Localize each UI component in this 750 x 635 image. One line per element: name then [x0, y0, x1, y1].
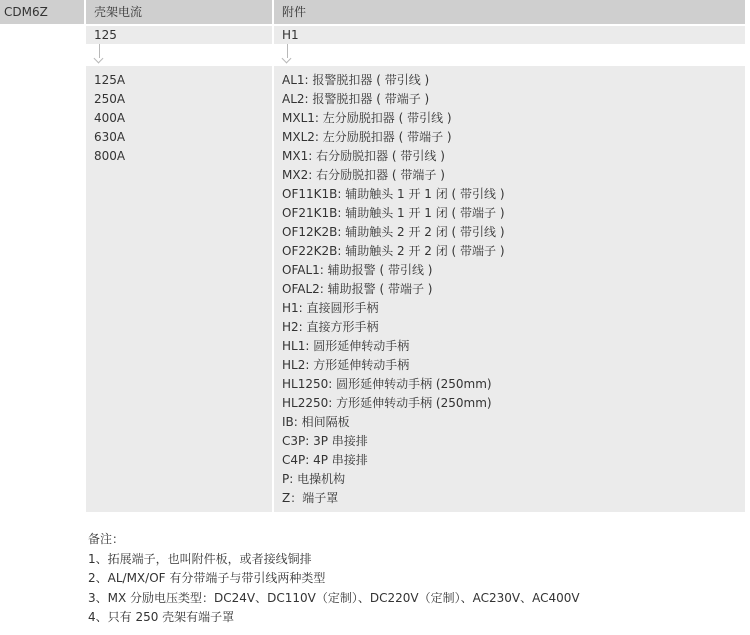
notes-section [88, 530, 580, 628]
list-item: 800A [94, 149, 126, 163]
list-item: OF22K2B: 辅助触头 2 开 2 闭 ( 带端子 ) [282, 244, 505, 258]
list-item: AL1: 报警脱扣器 ( 带引线 ) [282, 73, 430, 87]
list-item: OF21K1B: 辅助触头 1 开 1 闭 ( 带端子 ) [282, 206, 505, 220]
list-item: OF11K1B: 辅助触头 1 开 1 闭 ( 带引线 ) [282, 187, 505, 201]
list-item: MXL2: 左分励脱扣器 ( 带端子 ) [282, 130, 452, 144]
list-item: Z：端子罩 [282, 491, 339, 505]
list-item: IB: 相间隔板 [282, 415, 350, 429]
list-item: H2: 直接方形手柄 [282, 320, 379, 334]
list-item: H1: 直接圆形手柄 [282, 301, 379, 315]
list-item: 125A [94, 73, 126, 87]
list-item: 250A [94, 92, 126, 106]
list-item: P: 电操机构 [282, 472, 346, 486]
model-header: CDM6Z [0, 0, 84, 24]
current-options-list [86, 66, 272, 512]
list-item: HL1: 圆形延伸转动手柄 [282, 339, 410, 353]
list-item: HL1250: 圆形延伸转动手柄 (250mm) [282, 377, 492, 391]
list-item: AL2: 报警脱扣器 ( 带端子 ) [282, 92, 430, 106]
list-item: OFAL1: 辅助报警 ( 带引线 ) [282, 263, 433, 277]
frame-current-header: 壳架电流 [86, 0, 272, 24]
list-item: MX1: 右分励脱扣器 ( 带引线 ) [282, 149, 445, 163]
notes-title: 备注： [88, 532, 125, 546]
note-item: 2、AL/MX/OF 有分带端子与带引线两种类型 [88, 571, 326, 585]
list-item: MX2: 右分励脱扣器 ( 带端子 ) [282, 168, 445, 182]
list-item: C3P: 3P 串接排 [282, 434, 368, 448]
accessory-options-list [274, 66, 745, 512]
accessories-header: 附件 [274, 0, 745, 24]
base-accessory-cell: H1 [274, 26, 745, 44]
down-arrow-icon [282, 44, 294, 66]
list-item: OF12K2B: 辅助触头 2 开 2 闭 ( 带引线 ) [282, 225, 505, 239]
list-item: C4P: 4P 串接排 [282, 453, 368, 467]
base-current-cell: 125 [86, 26, 272, 44]
note-item: 4、只有 250 壳架有端子罩 [88, 610, 235, 624]
list-item: 630A [94, 130, 126, 144]
list-item: HL2: 方形延伸转动手柄 [282, 358, 410, 372]
list-item: OFAL2: 辅助报警 ( 带端子 ) [282, 282, 433, 296]
note-item: 1、拓展端子，也叫附件板，或者接线铜排 [88, 551, 312, 566]
list-item: HL2250: 方形延伸转动手柄 (250mm) [282, 396, 492, 410]
list-item: 400A [94, 111, 126, 125]
list-item: MXL1: 左分励脱扣器 ( 带引线 ) [282, 111, 452, 125]
down-arrow-icon [94, 44, 106, 66]
note-item: 3、MX 分励电压类型：DC24V、DC110V（定制）、DC220V（定制）、AC230V、AC400V [88, 590, 580, 605]
